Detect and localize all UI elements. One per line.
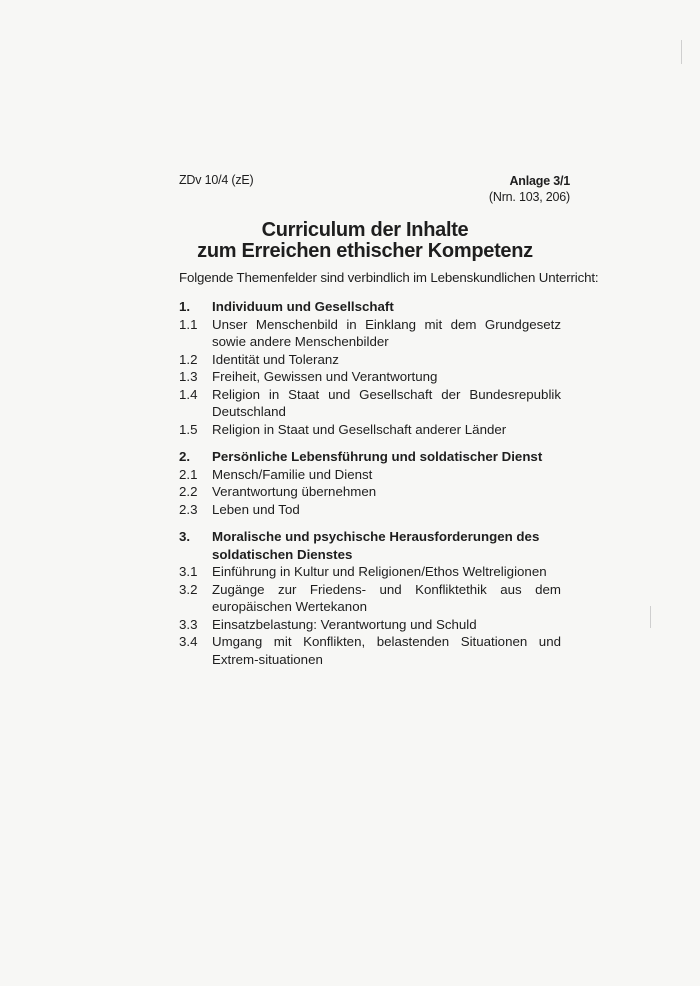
list-item: [179, 386, 561, 421]
list-item: [179, 466, 561, 484]
list-item: [179, 563, 561, 581]
item-text: Religion in Staat und Gesellschaft der Bundesrepublik Deutschland: [212, 386, 561, 419]
item-number: 1.3: [179, 369, 198, 384]
title-line-1: Curriculum der Inhalte: [261, 219, 469, 241]
section-number: 3.: [179, 529, 191, 544]
item-text: Zugänge zur Friedens- und Konfliktethik aus dem europäischen Wertekanon: [212, 581, 561, 614]
item-number: 1.4: [179, 386, 198, 402]
section-heading: [179, 528, 561, 563]
scan-artifact: [681, 40, 682, 64]
list-item: [179, 616, 561, 634]
title-line-2: zum Erreichen ethischer Kompetenz: [197, 240, 533, 262]
item-number: 3.3: [179, 616, 198, 632]
intro-text: Folgende Themenfelder sind verbindlich im Lebenskundlichen Unterricht:: [179, 270, 599, 285]
curriculum-sections: [179, 298, 561, 678]
list-item: [179, 483, 561, 501]
annex-block: [489, 173, 570, 205]
item-text: Freiheit, Gewissen und Verantwortung: [212, 369, 438, 384]
item-number: 3.4: [179, 634, 198, 649]
section-title: Individuum und Gesellschaft: [212, 299, 394, 314]
item-text: Einsatzbelastung: Verantwortung und Schuld: [212, 616, 477, 632]
section-title: Moralische und psychische Herausforderungen des soldatischen Dienstes: [212, 529, 540, 562]
section-heading: [179, 298, 561, 316]
item-number: 3.1: [179, 564, 198, 579]
item-text: Religion in Staat und Gesellschaft anderer Länder: [212, 421, 507, 437]
section-3: [179, 528, 561, 668]
item-text: Unser Menschenbild in Einklang mit dem Grundgesetz sowie andere Menschenbilder: [212, 316, 561, 349]
item-number: 3.2: [179, 581, 198, 597]
list-item: [179, 633, 561, 668]
item-number: 1.5: [179, 421, 198, 437]
document-title: [170, 220, 560, 262]
item-text: Identität und Toleranz: [212, 351, 339, 367]
list-item: [179, 351, 561, 369]
item-text: Verantwortung übernehmen: [212, 484, 377, 499]
annex-label: Anlage 3/1: [509, 174, 570, 188]
item-text: Umgang mit Konflikten, belastenden Situationen und Extrem-situationen: [212, 634, 561, 667]
item-number: 2.3: [179, 501, 198, 517]
annex-reference: (Nrn. 103, 206): [488, 190, 570, 204]
list-item: [179, 581, 561, 616]
section-number: 2.: [179, 449, 191, 464]
section-heading: [179, 448, 561, 466]
section-2: [179, 448, 561, 518]
list-item: [179, 421, 561, 439]
item-text: Leben und Tod: [212, 501, 300, 517]
item-number: 2.2: [179, 484, 198, 499]
item-text: Einführung in Kultur und Religionen/Ethos Weltreligionen: [212, 564, 547, 579]
item-number: 2.1: [179, 466, 198, 482]
document-reference: ZDv 10/4 (zE): [179, 173, 254, 187]
section-number: 1.: [179, 299, 191, 314]
item-number: 1.2: [179, 351, 198, 367]
section-1: [179, 298, 561, 438]
scan-artifact: [650, 606, 651, 628]
list-item: [179, 368, 561, 386]
section-title: Persönliche Lebensführung und soldatischer Dienst: [212, 449, 543, 464]
item-number: 1.1: [179, 316, 198, 332]
list-item: [179, 501, 561, 519]
item-text: Mensch/Familie und Dienst: [212, 466, 373, 482]
list-item: [179, 316, 561, 351]
